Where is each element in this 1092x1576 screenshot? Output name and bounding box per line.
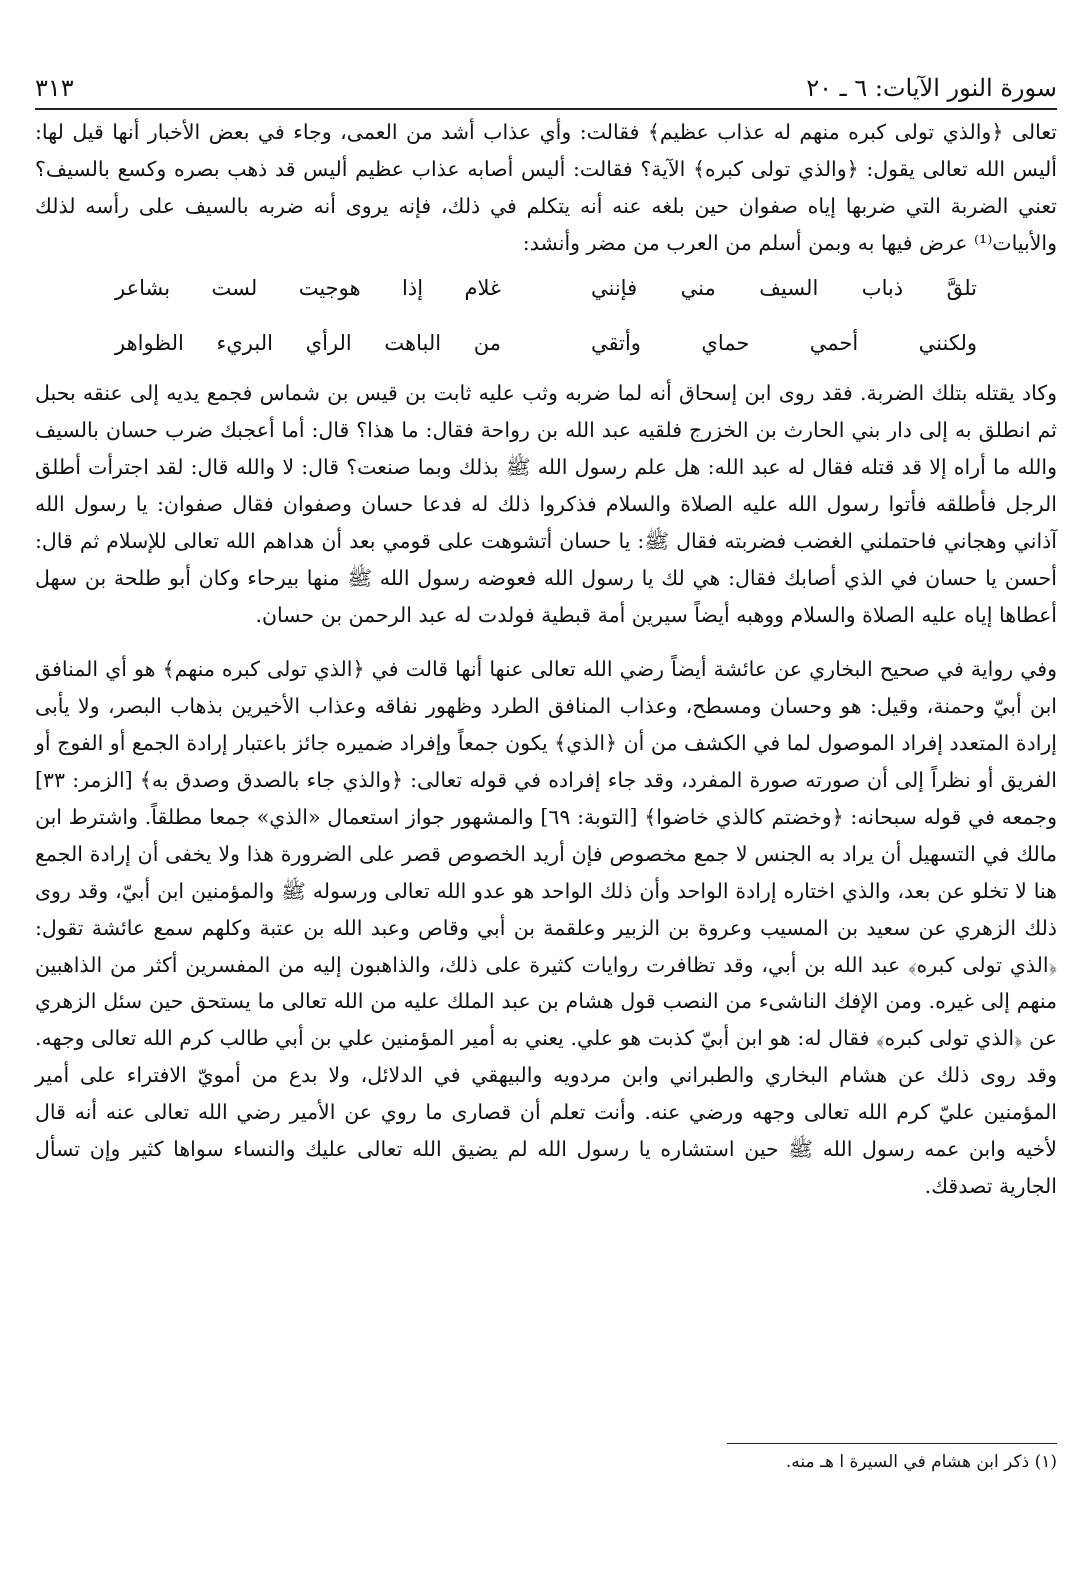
footnote-divider (727, 1443, 1057, 1444)
poem-verse-2-second: من الباهت الرأي البريء الظواهر (115, 331, 501, 356)
paragraph-2: وكاد يقتله بتلك الضربة. فقد روى ابن إسحاق أنه لما ضربه وثب عليه ثابت بن قيس بن شماس فجمع يديه إلى عنقه بحبل ثم انطلق به إلى دار بني الحارث بن الخزرج فلقيه عبد الله بن رواحة فقال: ما هذا؟ قال: أما أعجبك ضرب حسان بالسيف والله ما أراه إلا قد قتله فقال له عبد الله: هل علم رسول الله ﷺ بذلك وبما صنعت؟ قال: لا والله قال: لقد اجترأت أطلق الرجل فأطلقه فأتوا رسول الله عليه الصلاة والسلام فذكروا ذلك له فدعا حسان وصفوان فقال صفوان: يا رسول الله آذاني وهجاني فاحتملني الغضب فضربته فقال ﷺ: يا حسان أتشوهت على قومي بعد أن هداهم الله تعالى للإسلام ثم قال: أحسن يا حسان في الذي أصابك فقال: هي لك يا رسول الله فعوضه رسول الله ﷺ منها بيرحاء وكان أبو طلحة بن سهل أعطاها إياه عليه الصلاة والسلام ووهبه أيضاً سيرين أمة قبطية فولدت له عبد الرحمن بن حسان. (35, 381, 1057, 627)
footnote: (١) ذكر ابن هشام في السيرة ا هـ منه. (785, 1452, 1057, 1472)
paragraph-3: وفي رواية في صحيح البخاري عن عائشة أيضاً رضي الله تعالى عنها أنها قالت في ﴿الذي تولى كبره منهم﴾ هو أي المنافق ابن أبيّ وحمنة، وقيل: هو وحسان ومسطح، وعذاب المنافق الطرد وظهور نفاقه وعذاب الأخيرين بذهاب البصر، ولا يأبى إرادة المتعدد إفراد الموصول لما في الكشف من أن ﴿الذي﴾ يكون جمعاً وإفراد ضميره جائز باعتبار إرادة الجمع أو الفوج أو الفريق أو نظراً إلى أن صورته صورة المفرد، وقد جاء إفراده في قوله تعالى: ﴿والذي جاء بالصدق وصدق به﴾ [الزمر: ٣٣] وجمعه في قوله سبحانه: ﴿وخضتم كالذي خاضوا﴾ [التوبة: ٦٩] والمشهور جواز استعمال «الذي» جمعا مطلقاً. واشترط ابن مالك في التسهيل أن يراد به الجنس لا جمع مخصوص فإن أريد الخصوص قصر على الضرورة هذا ولا يخفى أن إرادة الجمع هنا لا تخلو عن بعد، والذي اختاره إرادة الواحد وأن ذلك الواحد هو عدو الله تعالى ورسوله ﷺ والمؤمنين ابن أبيّ، وقد روى ذلك الزهري عن سعيد بن المسيب وعروة بن الزبير وعلقمة بن أبي وقاص وعبد الله بن عتبة وكلهم سمع عائشة تقول: ﴿الذي تولى كبره﴾ عبد الله بن أبي، وقد تظافرت روايات كثيرة على ذلك، والذاهبون إليه من المفسرين أكثر من الذاهبين منهم إلى غيره. ومن الإفك الناشىء من النصب قول هشام بن عبد الملك عليه من الله تعالى ما يستحق حين سئل الزهري عن ﴿الذي تولى كبره﴾ فقال له: هو ابن أبيّ كذبت هو علي. يعني به أمير المؤمنين علي بن أبي طالب كرم الله تعالى وجهه. وقد روى ذلك عن هشام البخاري والطبراني وابن مردويه والبيهقي في الدلائل، ولا بدع من أمويّ الافتراء على أمير المؤمنين عليّ كرم الله تعالى وجهه ورضي عنه. وأنت تعلم أن قصارى ما روي عن الأمير رضي الله تعالى عنه أنه قال لأخيه وابن عمه رسول الله ﷺ حين استشاره يا رسول الله لم يضيق الله تعالى عليك والنساء سواها كثير وإن تسأل الجارية تصدقك. (35, 657, 1057, 1198)
page-header (35, 52, 1057, 110)
page-number: ٣١٣ (35, 74, 74, 102)
poem-verse-1-first: تلقَّ ذباب السيف مني فإنني (591, 275, 977, 300)
main-text (35, 114, 1057, 1205)
poem (35, 262, 1057, 366)
paragraph-1: تعالى ﴿والذي تولى كبره منهم له عذاب عظيم﴾ فقالت: وأي عذاب أشد من العمى، وجاء في بعض الأخبار أنها قيل لها: أليس الله تعالى يقول: ﴿والذي تولى كبره﴾ الآية؟ فقالت: أليس أصابه عذاب عظيم أليس قد ذهب بصره وكسع بالسيف؟ تعني الضربة التي ضربها إياه صفوان حين بلغه عنه أنه يتكلم في ذلك، فإنه يروى أنه ضربه بالسيف على رأسه لذلك والأبيات⁽¹⁾ عرض فيها به وبمن أسلم من العرب من مضر وأنشد: (35, 120, 1057, 255)
poem-verse-2-first: ولكنني أحمي حماي وأتقي (591, 331, 977, 356)
running-title: سورة النور الآيات: ٦ ـ ٢٠ (806, 74, 1057, 102)
poem-verse-1-second: غلام إذا هوجيت لست بشاعر (115, 275, 501, 300)
